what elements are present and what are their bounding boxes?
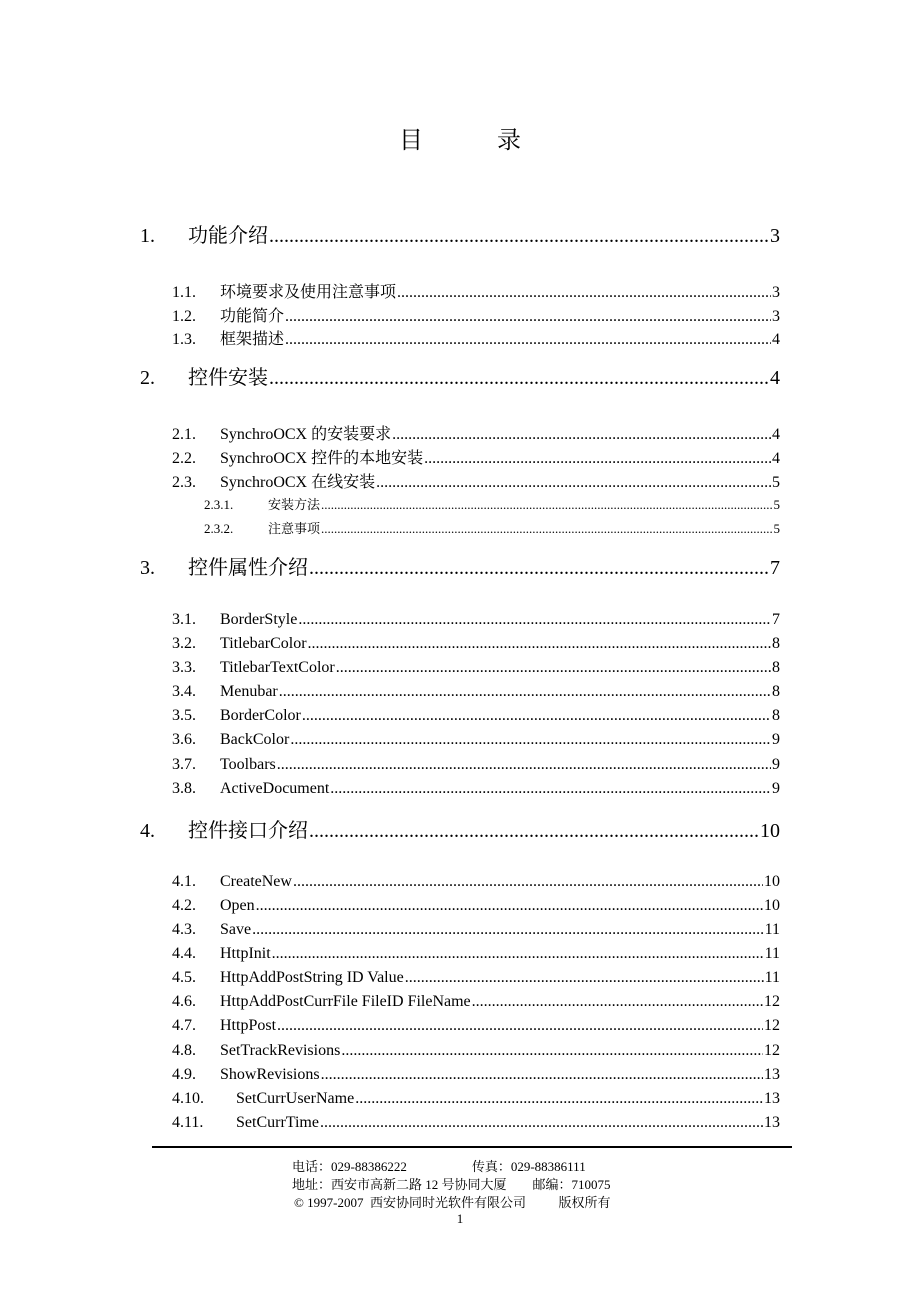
toc-entry-number: 3.8.: [172, 780, 196, 797]
toc-dot-leader: [269, 225, 769, 248]
toc-entry-page: 8: [772, 635, 780, 652]
toc-entry-label: HttpAddPostString ID Value: [220, 969, 404, 986]
toc-entry-number: 1.3.: [172, 331, 196, 348]
toc-entry-page: 7: [772, 611, 780, 628]
toc-dot-leader: [298, 611, 771, 629]
toc-entry-number: 4.5.: [172, 969, 196, 986]
toc-entry-page: 13: [764, 1066, 780, 1083]
toc-entry-number: 3.5.: [172, 707, 196, 724]
toc-entry-page: 12: [764, 1017, 780, 1034]
toc-entry-page: 3: [770, 225, 780, 247]
toc-dot-leader: [290, 731, 771, 749]
toc-entry[interactable]: [172, 993, 780, 1013]
toc-entry-number: 3.1.: [172, 611, 196, 628]
toc-entry-label: SynchroOCX 在线安装: [220, 474, 376, 491]
toc-entry[interactable]: [172, 945, 780, 965]
toc-entry-label: Open: [220, 897, 255, 914]
toc-entry-label: SynchroOCX 的安装要求: [220, 426, 392, 443]
toc-dot-leader: [285, 308, 771, 326]
toc-entry-page: 4: [770, 367, 780, 389]
toc-dot-leader: [424, 450, 771, 468]
toc-entry-label: TitlebarColor: [220, 635, 307, 652]
toc-entry-number: 1.1.: [172, 284, 196, 301]
footer-divider: [152, 1146, 792, 1148]
toc-entry-page: 4: [772, 450, 780, 467]
toc-entry-number: 4.11.: [172, 1114, 204, 1131]
toc-dot-leader: [272, 945, 764, 963]
toc-dot-leader: [321, 497, 772, 513]
toc-entry-number: 3.2.: [172, 635, 196, 652]
footer-copyright: © 1997-2007 西安协同时光软件有限公司 版权所有: [294, 1195, 611, 1210]
toc-entry-number: 3.7.: [172, 756, 196, 773]
toc-entry[interactable]: [172, 897, 780, 917]
toc-entry-page: 9: [772, 756, 780, 773]
toc-dot-leader: [376, 474, 771, 492]
toc-entry-label: ShowRevisions: [220, 1066, 320, 1083]
toc-dot-leader: [293, 873, 763, 891]
toc-entry-number: 4.7.: [172, 1017, 196, 1034]
toc-entry[interactable]: [172, 659, 780, 679]
toc-dot-leader: [320, 1114, 763, 1132]
toc-entry-page: 9: [772, 780, 780, 797]
toc-dot-leader: [277, 1017, 763, 1035]
toc-entry[interactable]: [172, 780, 780, 800]
toc-entry[interactable]: [172, 1066, 780, 1086]
toc-entry-number: 3.4.: [172, 683, 196, 700]
toc-entry-page: 8: [772, 707, 780, 724]
toc-entry-page: 11: [764, 945, 780, 962]
toc-entry-page: 11: [764, 969, 780, 986]
toc-entry-number: 2.1.: [172, 426, 196, 443]
toc-entry[interactable]: [172, 279, 780, 299]
toc-entry-label: Save: [220, 921, 252, 938]
toc-entry-label: CreateNew: [220, 873, 292, 890]
toc-entry-number: 2.2.: [172, 450, 196, 467]
toc-entry-page: 5: [773, 521, 780, 536]
toc-entry-page: 10: [760, 820, 780, 842]
toc-entry-label: 控件属性介绍: [188, 557, 308, 579]
toc-entry[interactable]: [172, 469, 780, 489]
toc-entry-page: 12: [764, 993, 780, 1010]
toc-entry[interactable]: [172, 326, 780, 346]
toc-entry-page: 8: [772, 659, 780, 676]
toc-entry-number: 2.3.: [172, 474, 196, 491]
toc-entry-label: 环境要求及使用注意事项: [220, 284, 397, 301]
toc-entry[interactable]: [204, 518, 780, 534]
toc-dot-leader: [308, 635, 771, 653]
toc-entry-number: 4.3.: [172, 921, 196, 938]
toc-entry-label: 功能介绍: [188, 225, 268, 247]
toc-entry-number: 1.2.: [172, 308, 196, 325]
toc-dot-leader: [279, 683, 771, 701]
toc-entry-page: 5: [772, 474, 780, 491]
toc-entry[interactable]: [140, 814, 780, 840]
toc-entry-page: 10: [764, 897, 780, 914]
toc-entry-page: 13: [764, 1090, 780, 1107]
toc-entry-label: 框架描述: [220, 331, 285, 348]
toc-entry[interactable]: [172, 683, 780, 703]
toc-dot-leader: [355, 1090, 763, 1108]
toc-entry[interactable]: [172, 611, 780, 631]
toc-dot-leader: [321, 1066, 763, 1084]
toc-dot-leader: [330, 780, 771, 798]
toc-entry-number: 3.: [140, 557, 155, 579]
toc-entry-page: 7: [770, 557, 780, 579]
footer-contact-phone: 电话：029-88386222 传真：029-88386111: [292, 1159, 586, 1174]
toc-dot-leader: [397, 284, 771, 302]
toc-entry-label: HttpPost: [220, 1017, 277, 1034]
toc-dot-leader: [285, 331, 771, 349]
toc-entry[interactable]: [172, 921, 780, 941]
toc-entry[interactable]: [172, 1090, 780, 1110]
toc-entry-label: 功能简介: [220, 308, 285, 325]
toc-entry-label: 安装方法: [268, 497, 321, 512]
toc-entry-label: BorderStyle: [220, 611, 298, 628]
toc-entry-label: SetCurrTime: [236, 1114, 319, 1131]
toc-entry-label: Toolbars: [220, 756, 276, 773]
toc-dot-leader: [472, 993, 763, 1011]
toc-entry-label: 控件安装: [188, 367, 268, 389]
footer-address: 地址：西安市高新二路 12 号协同大厦 邮编：710075: [292, 1177, 611, 1192]
toc-entry[interactable]: [172, 707, 780, 727]
toc-entry-number: 3.6.: [172, 731, 196, 748]
toc-entry-page: 12: [764, 1042, 780, 1059]
toc-dot-leader: [269, 367, 769, 390]
toc-entry-number: 4.8.: [172, 1042, 196, 1059]
toc-entry-number: 1.: [140, 225, 155, 247]
toc-entry-label: Menubar: [220, 683, 278, 700]
toc-entry-label: 注意事项: [268, 521, 321, 536]
toc-entry-number: 2.3.1.: [204, 497, 234, 512]
toc-dot-leader: [405, 969, 764, 987]
toc-entry-label: ActiveDocument: [220, 780, 330, 797]
toc-entry[interactable]: [140, 361, 780, 387]
toc-entry-label: SynchroOCX 控件的本地安装: [220, 450, 424, 467]
toc-entry[interactable]: [140, 219, 780, 245]
toc-dot-leader: [321, 521, 772, 537]
toc-entry-page: 3: [772, 308, 780, 325]
toc-entry-number: 4.4.: [172, 945, 196, 962]
toc-entry-number: 3.3.: [172, 659, 196, 676]
toc-dot-leader: [309, 557, 769, 580]
toc-entry-page: 10: [764, 873, 780, 890]
toc-entry[interactable]: [172, 969, 780, 989]
toc-entry-number: 2.: [140, 367, 155, 389]
toc-entry-label: SetCurrUserName: [236, 1090, 355, 1107]
toc-entry[interactable]: [140, 551, 780, 577]
toc-entry-page: 4: [772, 426, 780, 443]
toc-entry-page: 11: [764, 921, 780, 938]
toc-entry-number: 4.2.: [172, 897, 196, 914]
toc-dot-leader: [277, 756, 771, 774]
footer-page-number: 1: [456, 1211, 464, 1226]
toc-entry[interactable]: [172, 635, 780, 655]
toc-entry-label: HttpAddPostCurrFile FileID FileName: [220, 993, 471, 1010]
toc-entry-number: 4.10.: [172, 1090, 204, 1107]
toc-dot-leader: [252, 921, 763, 939]
toc-entry-number: 4.9.: [172, 1066, 196, 1083]
toc-entry-label: BorderColor: [220, 707, 301, 724]
toc-entry[interactable]: [172, 445, 780, 465]
toc-dot-leader: [309, 820, 759, 843]
toc-entry[interactable]: [172, 873, 780, 893]
toc-entry-page: 8: [772, 683, 780, 700]
toc-entry-page: 5: [773, 497, 780, 512]
toc-entry[interactable]: [172, 756, 780, 776]
toc-entry-number: 4.: [140, 820, 155, 842]
toc-entry[interactable]: [172, 1042, 780, 1062]
toc-entry[interactable]: [172, 1017, 780, 1037]
page-title: 目 录: [399, 128, 555, 154]
toc-entry-number: 4.6.: [172, 993, 196, 1010]
toc-entry-label: 控件接口介绍: [188, 820, 308, 842]
toc-entry[interactable]: [172, 731, 780, 751]
toc-entry-number: 4.1.: [172, 873, 196, 890]
toc-dot-leader: [392, 426, 771, 444]
toc-entry[interactable]: [172, 1114, 780, 1134]
toc-dot-leader: [336, 659, 771, 677]
toc-entry[interactable]: [172, 303, 780, 323]
toc-entry-label: TitlebarTextColor: [220, 659, 335, 676]
toc-entry-label: SetTrackRevisions: [220, 1042, 341, 1059]
toc-entry-page: 9: [772, 731, 780, 748]
toc-entry-page: 4: [772, 331, 780, 348]
toc-entry[interactable]: [204, 494, 780, 510]
toc-dot-leader: [341, 1042, 763, 1060]
toc-entry-number: 2.3.2.: [204, 521, 234, 536]
toc-entry-label: HttpInit: [220, 945, 271, 962]
toc-dot-leader: [302, 707, 771, 725]
toc-dot-leader: [256, 897, 763, 915]
toc-entry-label: BackColor: [220, 731, 290, 748]
toc-entry[interactable]: [172, 421, 780, 441]
toc-entry-page: 3: [772, 284, 780, 301]
toc-entry-page: 13: [764, 1114, 780, 1131]
